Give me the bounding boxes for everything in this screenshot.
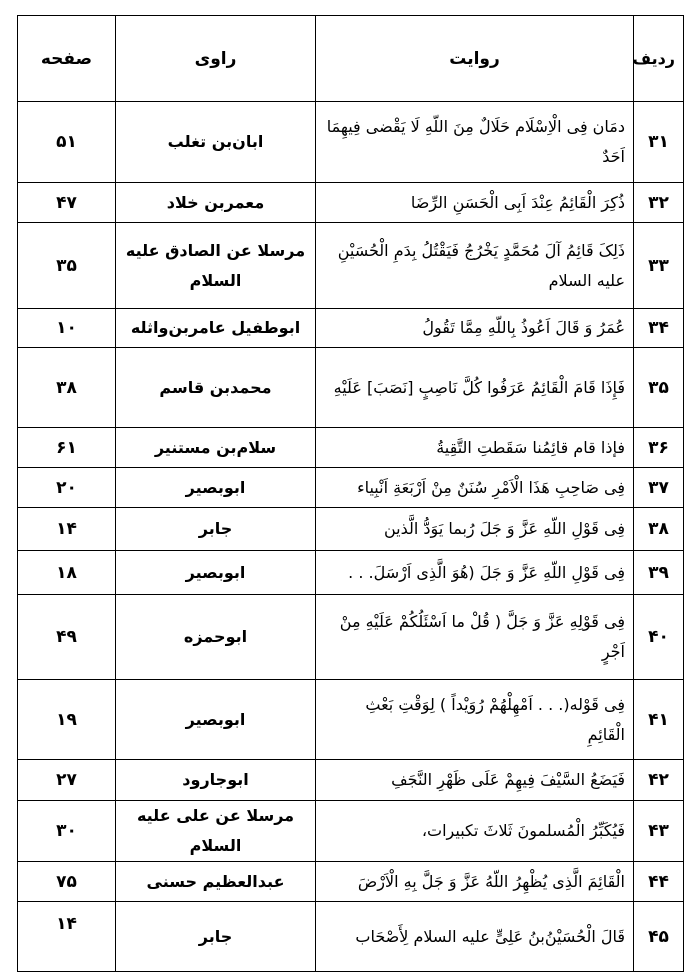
row-narration: فِی صَاحِبِ هَذَا الْاَمْرِ سُنَنٌ مِنْ اَرْبَعَةِ اَنْبِیاء <box>316 468 634 508</box>
row-page: ۴۷ <box>18 183 116 223</box>
row-num: ۳۷ <box>634 468 684 508</box>
row-narrator: ابوجارود <box>116 760 316 801</box>
row-narration: ذُکِرَ الْقَائِمُ عِنْدَ اَبِی الْحَسَنِ الرِّضَا <box>316 183 634 223</box>
row-page: ۳۰ <box>18 801 116 862</box>
row-narrator: مرسلا عن علی علیه السلام <box>116 801 316 862</box>
row-num: ۳۶ <box>634 428 684 468</box>
table-row <box>18 102 684 183</box>
header-num: ردیف <box>634 16 684 102</box>
row-page: ۱۸ <box>18 551 116 595</box>
row-narrator: جابر <box>116 508 316 551</box>
row-page: ۳۸ <box>18 348 116 428</box>
table-row <box>18 595 684 680</box>
row-narrator: ابوحمزه <box>116 595 316 680</box>
row-page: ۶۱ <box>18 428 116 468</box>
table-row <box>18 801 684 862</box>
row-narrator: ابوطفیل عامربن‌واثله <box>116 309 316 348</box>
row-num: ۳۳ <box>634 223 684 309</box>
row-page: ۱۹ <box>18 680 116 760</box>
row-narration: فِی قَوْله(. . . اَمْهِلْهُمْ رُوَیْداً ) لِوَقْتِ بَعْثِ الْقَائِمِ <box>316 680 634 760</box>
table-row <box>18 760 684 801</box>
row-narration: فَإِذَا قَامَ الْقَائِمُ عَرَفُوا کُلَّ نَاصِبٍ [نَصَبَ] عَلَیْهِ <box>316 348 634 428</box>
row-narrator: ابوبصیر <box>116 468 316 508</box>
row-narrator: سلام‌بن مستنیر <box>116 428 316 468</box>
row-num: ۳۹ <box>634 551 684 595</box>
table-row <box>18 902 684 972</box>
header-narrator: راوی <box>116 16 316 102</box>
row-num: ۳۱ <box>634 102 684 183</box>
row-page: ۲۰ <box>18 468 116 508</box>
row-page: ۱۴ <box>18 902 116 972</box>
row-num: ۴۴ <box>634 862 684 902</box>
row-narrator: جابر <box>116 902 316 972</box>
row-num: ۴۱ <box>634 680 684 760</box>
table-row <box>18 428 684 468</box>
row-num: ۴۵ <box>634 902 684 972</box>
row-page: ۳۵ <box>18 223 116 309</box>
row-page: ۷۵ <box>18 862 116 902</box>
row-num: ۴۲ <box>634 760 684 801</box>
row-narrator: محمدبن قاسم <box>116 348 316 428</box>
row-narration: فَیَضَعُ السَّیْفَ فِیهِمْ عَلَی ظَهْرِ النَّجَفِ <box>316 760 634 801</box>
row-num: ۴۳ <box>634 801 684 862</box>
row-narration: قَالَ الْحُسَیْنُ‌بنُ عَلِیٍّ علیه السلام لِأَصْحَاب <box>316 902 634 972</box>
header-narration: روایت <box>316 16 634 102</box>
row-narration: فِی قَوْلِ اللّهِ عَزَّ وَ جَلَ (هُوَ الَّذِی اَرْسَلَ. . . <box>316 551 634 595</box>
row-page: ۵۱ <box>18 102 116 183</box>
row-page: ۴۹ <box>18 595 116 680</box>
table-header-row <box>18 16 684 102</box>
row-narrator: ابان‌بن تغلب <box>116 102 316 183</box>
table-row <box>18 183 684 223</box>
row-narrator: ابوبصیر <box>116 551 316 595</box>
row-narrator: ابوبصیر <box>116 680 316 760</box>
narrations-table <box>17 15 684 972</box>
table-row <box>18 468 684 508</box>
row-narration: دمَان فِی الْاِسْلَام حَلَالٌ مِنَ اللّهِ لَا یَقْضی فِیهِمَا اَحَدٌ <box>316 102 634 183</box>
row-narration: الْقَائِمَ الَّذِی یُظْهِرُ اللّهُ عَزَّ وَ جَلَّ بِهِ الْاَرْضَ <box>316 862 634 902</box>
row-narration: فِی قَوْلِ اللّهِ عَزَّ وَ جَلَ رُبما یَوَدُّ الَّذین <box>316 508 634 551</box>
table-row <box>18 680 684 760</box>
row-narration: ذَلِکَ قَائِمُ آلَ مُحَمَّدٍ یَخْرُجُ فَیَقْتُلُ بِدَمِ الْحُسَیْنِ علیه السلام <box>316 223 634 309</box>
header-page: صفحه <box>18 16 116 102</box>
table-row <box>18 862 684 902</box>
table-row <box>18 508 684 551</box>
row-narration: فإذا قام قائِمُنا سَقَطتِ التَّقِیةُ <box>316 428 634 468</box>
table-row <box>18 309 684 348</box>
row-num: ۳۸ <box>634 508 684 551</box>
row-narrator: مرسلا عن الصادق علیه السلام <box>116 223 316 309</box>
row-narrator: عبدالعظیم حسنی <box>116 862 316 902</box>
row-num: ۳۵ <box>634 348 684 428</box>
row-narration: عُمَرُ وَ قَالَ اَعُوذُ بِاللّهِ مِمَّا تَقُولُ <box>316 309 634 348</box>
row-page: ۱۴ <box>18 508 116 551</box>
row-num: ۳۲ <box>634 183 684 223</box>
row-page: ۱۰ <box>18 309 116 348</box>
table-row <box>18 223 684 309</box>
row-num: ۴۰ <box>634 595 684 680</box>
row-num: ۳۴ <box>634 309 684 348</box>
row-narrator: معمربن خلاد <box>116 183 316 223</box>
table-row <box>18 348 684 428</box>
table-row <box>18 551 684 595</box>
row-page: ۲۷ <box>18 760 116 801</box>
row-narration: فَیُکَبِّرُ الْمُسلمونَ ثَلاثَ تکبیرات، <box>316 801 634 862</box>
row-narration: فِی قَوْلِهِ عَزَّ وَ جَلَّ ( قُلْ ما اَسْئَلُکُمْ عَلَیْهِ مِنْ اَجْرٍ <box>316 595 634 680</box>
